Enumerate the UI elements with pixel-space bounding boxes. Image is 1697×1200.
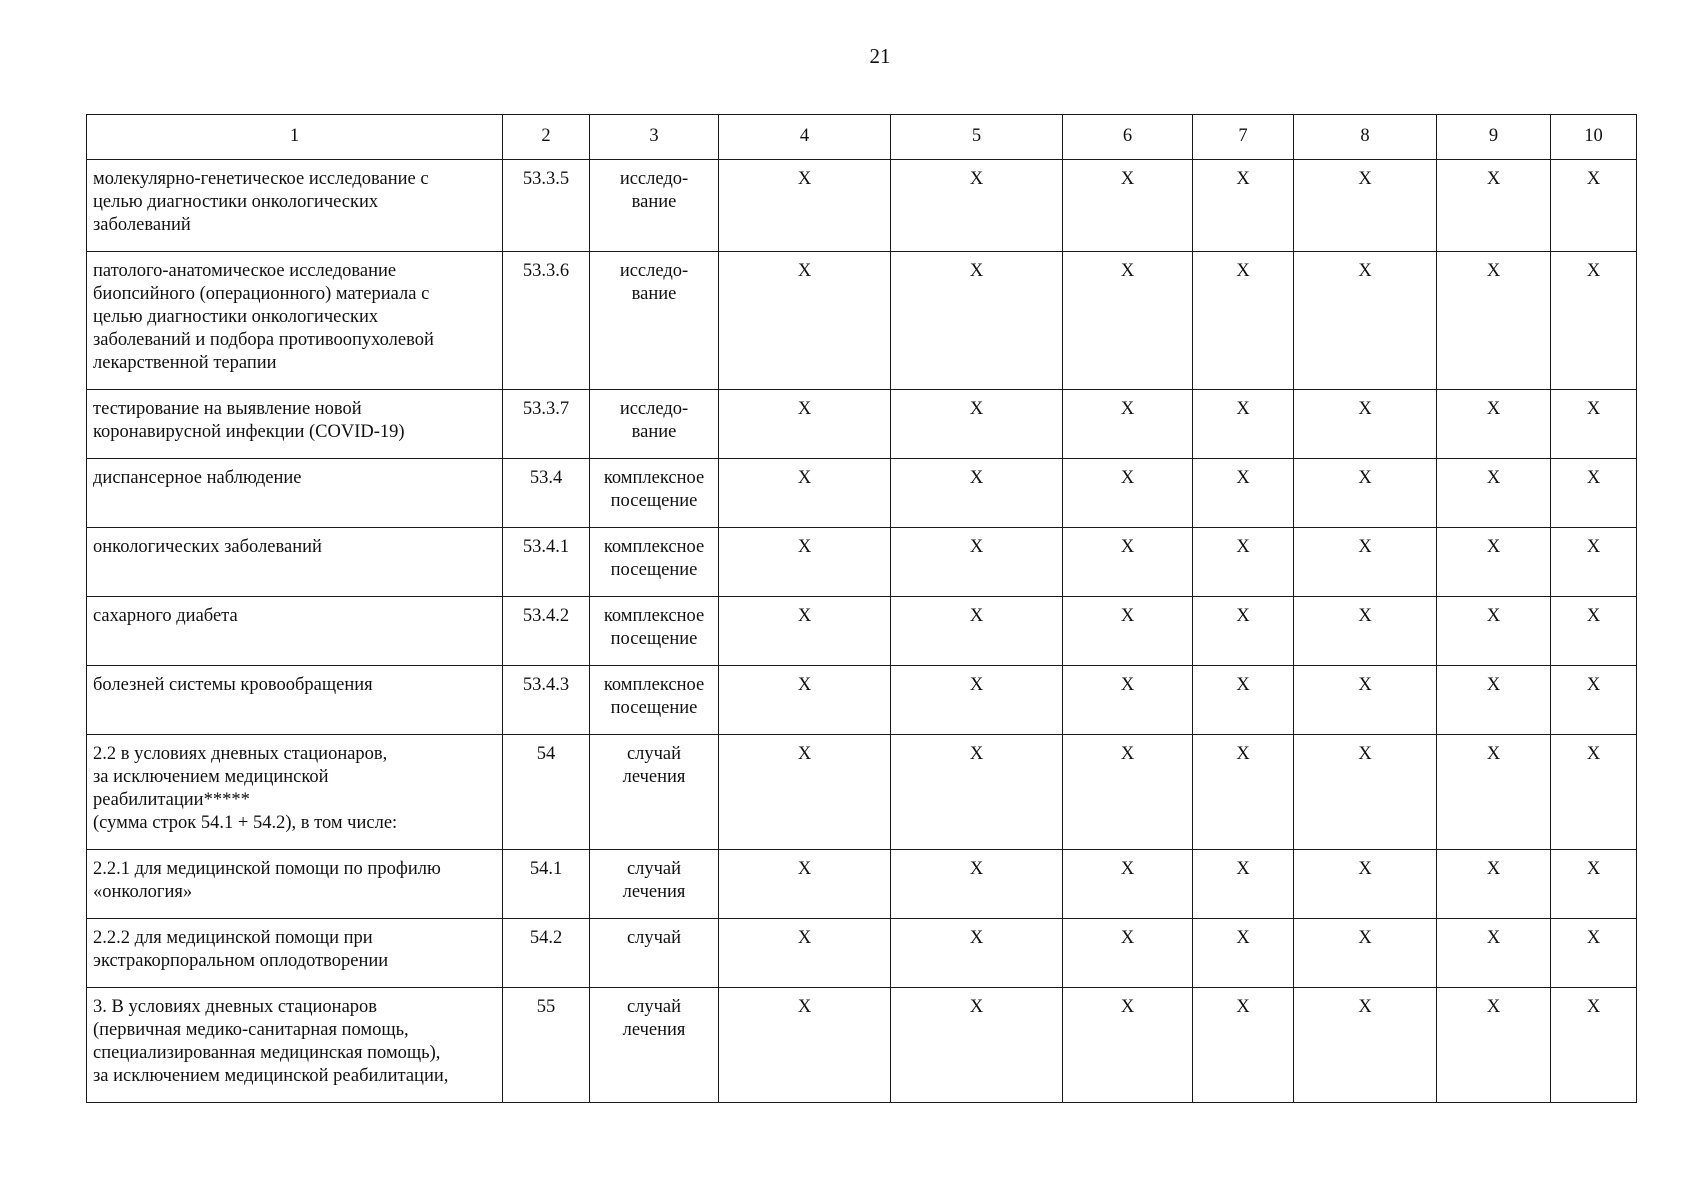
row-name: болезней системы кровообращения (87, 666, 503, 735)
row-name: 2.2.1 для медицинской помощи по профилю «онкология» (87, 850, 503, 919)
row-value: X (1437, 850, 1551, 919)
row-value: X (1551, 735, 1637, 850)
row-value: X (1063, 988, 1193, 1103)
row-value: X (719, 459, 891, 528)
row-value: X (719, 528, 891, 597)
row-unit: комплексное посещение (590, 528, 719, 597)
row-code: 54.2 (503, 919, 590, 988)
row-name: патолого-анатомическое исследование биопсийного (операционного) материала с целью диагностики онкологических заболеваний и подбора противоопухолевой лекарственной терапии (87, 252, 503, 390)
row-value: X (891, 597, 1063, 666)
row-value: X (1193, 160, 1294, 252)
row-value: X (1294, 735, 1437, 850)
row-value: X (1193, 597, 1294, 666)
table-row (87, 988, 1637, 1103)
row-value: X (1437, 390, 1551, 459)
row-value: X (891, 252, 1063, 390)
row-name: онкологических заболеваний (87, 528, 503, 597)
table-row (87, 459, 1637, 528)
page-number: 21 (869, 44, 891, 68)
row-value: X (1063, 850, 1193, 919)
row-value: X (1551, 919, 1637, 988)
row-value: X (719, 850, 891, 919)
row-code: 53.4.2 (503, 597, 590, 666)
row-value: X (1294, 528, 1437, 597)
row-code: 53.3.6 (503, 252, 590, 390)
table-row (87, 919, 1637, 988)
data-table (86, 114, 1637, 1103)
row-value: X (1294, 597, 1437, 666)
row-value: X (1063, 252, 1193, 390)
table-row (87, 666, 1637, 735)
row-name: тестирование на выявление новой коронавирусной инфекции (COVID-19) (87, 390, 503, 459)
table-row (87, 735, 1637, 850)
row-value: X (1193, 988, 1294, 1103)
row-value: X (1193, 459, 1294, 528)
row-value: X (1063, 528, 1193, 597)
row-value: X (891, 988, 1063, 1103)
row-value: X (1437, 528, 1551, 597)
row-value: X (1063, 919, 1193, 988)
table-row (87, 597, 1637, 666)
row-value: X (1437, 160, 1551, 252)
row-value: X (891, 528, 1063, 597)
row-unit: случай лечения (590, 735, 719, 850)
row-value: X (891, 459, 1063, 528)
header-cell: 8 (1294, 115, 1437, 160)
row-value: X (1193, 735, 1294, 850)
row-name: диспансерное наблюдение (87, 459, 503, 528)
header-cell: 3 (590, 115, 719, 160)
row-code: 53.3.5 (503, 160, 590, 252)
row-value: X (891, 919, 1063, 988)
row-value: X (1294, 988, 1437, 1103)
row-value: X (1063, 390, 1193, 459)
row-value: X (1551, 252, 1637, 390)
header-row (87, 115, 1637, 160)
row-value: X (1437, 735, 1551, 850)
table-row (87, 160, 1637, 252)
header-cell: 2 (503, 115, 590, 160)
row-value: X (1437, 252, 1551, 390)
row-unit: комплексное посещение (590, 597, 719, 666)
row-value: X (1294, 390, 1437, 459)
row-value: X (1193, 666, 1294, 735)
row-value: X (1551, 459, 1637, 528)
row-value: X (1551, 597, 1637, 666)
row-value: X (1437, 988, 1551, 1103)
row-unit: случай (590, 919, 719, 988)
row-value: X (1294, 459, 1437, 528)
row-unit: случай лечения (590, 850, 719, 919)
row-value: X (1193, 528, 1294, 597)
row-value: X (1063, 459, 1193, 528)
header-cell: 7 (1193, 115, 1294, 160)
row-value: X (719, 988, 891, 1103)
row-value: X (1437, 597, 1551, 666)
table-row (87, 390, 1637, 459)
row-value: X (891, 850, 1063, 919)
row-value: X (1551, 988, 1637, 1103)
row-code: 53.4.3 (503, 666, 590, 735)
row-name: 2.2.2 для медицинской помощи при экстракорпоральном оплодотворении (87, 919, 503, 988)
row-unit: исследо- вание (590, 160, 719, 252)
row-value: X (1193, 390, 1294, 459)
table-row (87, 850, 1637, 919)
row-value: X (1437, 666, 1551, 735)
header-cell: 1 (87, 115, 503, 160)
row-code: 55 (503, 988, 590, 1103)
row-value: X (719, 390, 891, 459)
row-value: X (1437, 919, 1551, 988)
header-cell: 10 (1551, 115, 1637, 160)
row-value: X (1063, 160, 1193, 252)
row-unit: комплексное посещение (590, 666, 719, 735)
row-value: X (719, 597, 891, 666)
row-value: X (891, 160, 1063, 252)
row-value: X (719, 735, 891, 850)
row-code: 54 (503, 735, 590, 850)
row-value: X (891, 735, 1063, 850)
row-value: X (1063, 735, 1193, 850)
row-value: X (1294, 850, 1437, 919)
row-name: 2.2 в условиях дневных стационаров, за исключением медицинской реабилитации***** (сумма строк 54.1 + 54.2), в том числе: (87, 735, 503, 850)
row-name: молекулярно-генетическое исследование с целью диагностики онкологических заболеваний (87, 160, 503, 252)
row-name: 3. В условиях дневных стационаров (первичная медико-санитарная помощь, специализированная медицинская помощь), за исключением медицинской реабилитации, (87, 988, 503, 1103)
row-value: X (1551, 160, 1637, 252)
row-value: X (719, 252, 891, 390)
row-value: X (1063, 597, 1193, 666)
row-value: X (719, 160, 891, 252)
row-value: X (1193, 850, 1294, 919)
row-value: X (1294, 666, 1437, 735)
table-row (87, 252, 1637, 390)
row-value: X (719, 666, 891, 735)
header-cell: 4 (719, 115, 891, 160)
row-code: 54.1 (503, 850, 590, 919)
row-value: X (1063, 666, 1193, 735)
header-cell: 9 (1437, 115, 1551, 160)
row-value: X (1551, 850, 1637, 919)
row-unit: случай лечения (590, 988, 719, 1103)
header-cell: 5 (891, 115, 1063, 160)
row-value: X (719, 919, 891, 988)
row-unit: исследо- вание (590, 390, 719, 459)
row-value: X (1193, 919, 1294, 988)
row-value: X (1437, 459, 1551, 528)
row-name: сахарного диабета (87, 597, 503, 666)
row-value: X (891, 390, 1063, 459)
row-unit: комплексное посещение (590, 459, 719, 528)
row-value: X (1294, 252, 1437, 390)
row-unit: исследо- вание (590, 252, 719, 390)
row-code: 53.4 (503, 459, 590, 528)
header-cell: 6 (1063, 115, 1193, 160)
row-value: X (1551, 528, 1637, 597)
row-value: X (1551, 390, 1637, 459)
row-value: X (1294, 919, 1437, 988)
row-value: X (891, 666, 1063, 735)
row-code: 53.4.1 (503, 528, 590, 597)
row-value: X (1294, 160, 1437, 252)
table-row (87, 528, 1637, 597)
row-code: 53.3.7 (503, 390, 590, 459)
row-value: X (1193, 252, 1294, 390)
row-value: X (1551, 666, 1637, 735)
